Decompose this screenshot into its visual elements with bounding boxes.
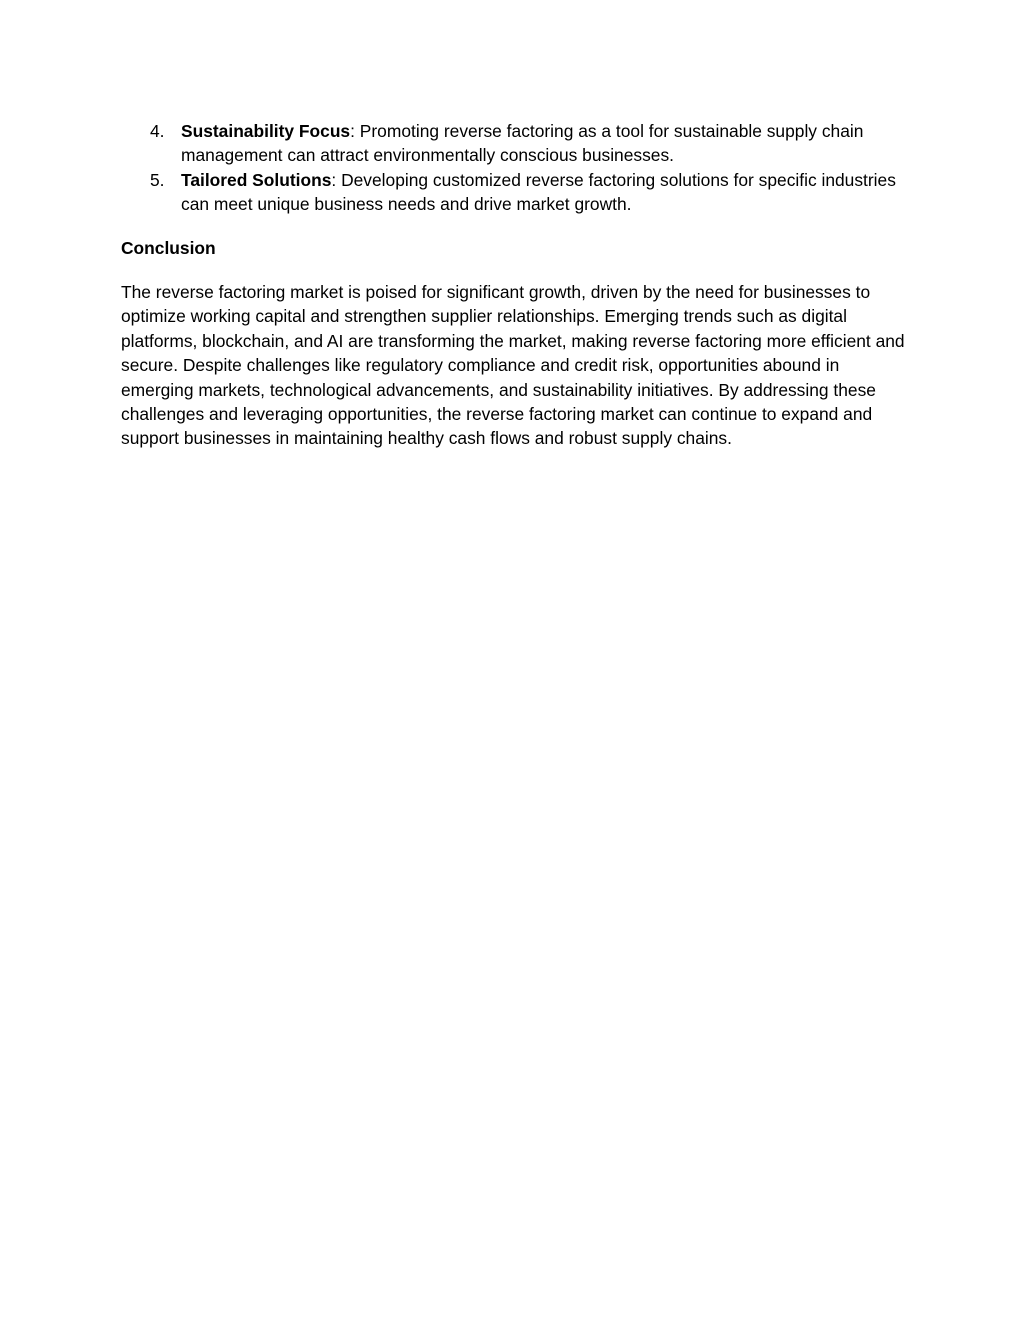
list-item-text: : Developing customized reverse factoring solutions for specific industries can meet unique business needs and drive market growth. (181, 169, 896, 215)
conclusion-paragraph: The reverse factoring market is poised for significant growth, driven by the need for businesses to optimize working capital and strengthen supplier relationships. Emerging trends such as digital platforms, blockchain, and AI are transforming the market, making reverse factoring more efficient and secure. Despite challenges like regulatory compliance and credit risk, opportunities abound in emerging markets, technological advancements, and sustainability initiatives. By addressing these challenges and leveraging opportunities, the reverse factoring market can continue to expand and support businesses in maintaining healthy cash flows and robust supply chains. (121, 282, 905, 449)
list-item-title: Sustainability Focus (181, 121, 351, 141)
list-item-text: : Promoting reverse factoring as a tool for sustainable supply chain management can attract environmentally conscious businesses. (181, 121, 864, 166)
list-item-number: 4. (150, 121, 165, 141)
list-item-number: 5. (150, 169, 165, 190)
list-item (121, 119, 911, 168)
page-content (121, 119, 911, 451)
numbered-list (121, 119, 911, 217)
list-item (121, 168, 911, 217)
list-item-title: Tailored Solutions (181, 169, 332, 190)
conclusion-heading: Conclusion (121, 237, 216, 258)
